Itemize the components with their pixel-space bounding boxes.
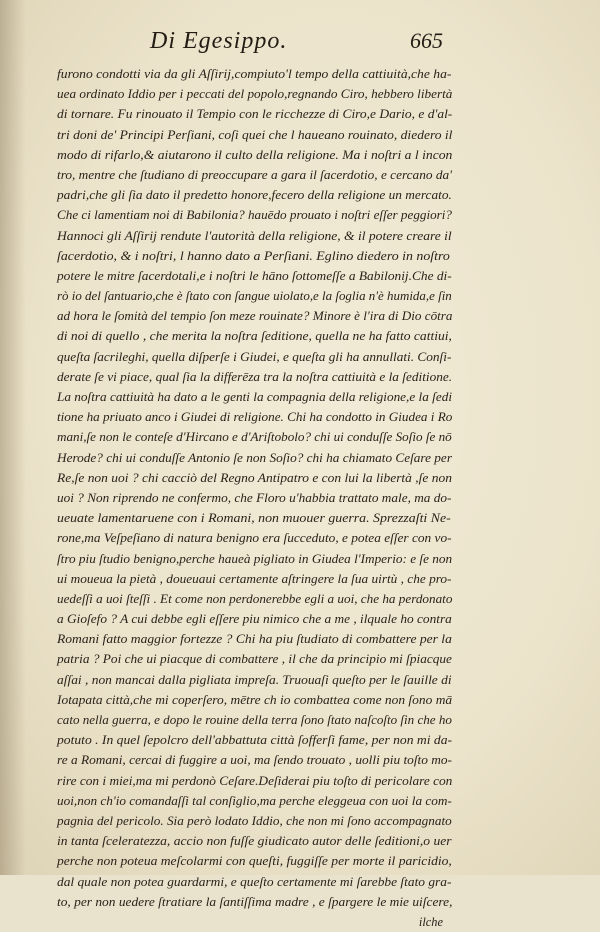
text-line: uedeſſi a uoi ſteſſi . Et come non perdonerebbe egli a uoi, che ha perdonato [57,591,453,606]
text-line: to, per non uedere ſtratiare la ſantiſſima madre , e ſpargere le mie uiſcere, [57,894,453,909]
text-line: derate ſe vi piace, qual ſia la differēza tra la noſtra cattiuità e la ſeditione. [57,369,453,384]
text-line: tione ha priuato anco i Giudei di religione. Chi ha condotto in Giudea i Ro [57,410,453,425]
text-line: Che ci lamentiam noi di Babilonia? hauēdo prouato i noſtri eſſer peggiori? [57,208,452,223]
text-line: cato nella guerra, e dopo le rouine della terra ſono ſtato naſcoſto ſin che ho [57,713,452,727]
text-line: di tornare. Fu rinouato il Tempio con le ricchezze di Ciro,e Dario, e d'al- [57,107,453,122]
text-line: La noſtra cattiuità ha dato a le genti la compagnia della religione,e la ſedi [57,390,452,404]
text-line: in tanta ſceleratezza, accio non fuſſe giudicato autor delle ſeditioni,o uer [57,834,452,849]
text-line: rone,ma Veſpeſiano di natura benigno era ſucceduto, e potea eſſer con vo- [57,531,452,546]
text-line: tri doni de' Principi Perſiani, coſi quei che l haueano rouinato, diedero il [57,127,453,142]
text-line: patria ? Poi che ui piacque di combattere , il che da principio mi ſpiacque [57,652,452,667]
page-header [0,28,600,58]
text-line: tro, mentre che ſtudiano di preoccupare a gara il ſacerdotio, e cercano da' [57,167,452,182]
text-line: ad hora le ſomità del tempio ſon meze rouinate? Minore è l'ira di Dio cōtra [57,309,453,324]
body-text [57,64,457,932]
running-head: Di Egesippo. [150,28,288,54]
catchword: ilche [418,914,443,929]
text-line: re a Romani, cercai di fuggire a uoi, ma ſendo trouato , uolli piu toſto mo- [57,753,453,768]
gutter-shadow [0,0,26,875]
text-line: Romani fatto maggior fortezze ? Chi ha piu ſtudiato di combattere per la [57,632,452,647]
text-line: rò io del ſantuario,che è ſtato con ſangue uiolato,e la ſoglia n'è humida,e ſin [57,289,452,304]
text-line: ſacerdotio, & i noſtri, l hanno dato a Perſiani. Eglino diedero in noſtro [57,248,450,263]
text-line: Hannoci gli Aſſirij rendute l'autorità della religione, & il potere creare il [57,228,452,243]
text-line: aſſai , non mancai dalla pigliata impreſa. Truouaſi queſto per le ſauille di [57,672,452,687]
text-line: potuto . In quel ſepolcro dell'abbattuta città ſofferſi fame, per non mi da- [57,733,453,748]
text-line: modo di rifarlo,& aiutarono il culto della religione. Ma i noſtri a l incon [57,147,453,162]
text-line: queſta ſacrileghi, quella diſperſe i Giudei, e queſta gli ha annullati. Conſi- [57,349,452,364]
text-line: uoi,non ch'io comandaſſi tal conſiglio,ma perche eleggeua con uoi la com- [57,793,452,808]
text-line: uoi ? Non riprendo ne confermo, che Floro u'habbia trattato male, ma do- [57,490,452,505]
text-line: Iotapata città,che mi coperſero, mētre ch io combattea come non ſono mā [57,692,453,707]
text-line: perche non poteua meſcolarmi con queſti, fuggiſſe per morte il paricidio, [57,854,452,869]
text-line: padri,che gli ſia dato il predetto honore,fecero della religione un mercato. [57,188,452,203]
text-line: rire con i miei,ma mi perdonò Ceſare.Deſiderai piu toſto di pericolare con [57,773,453,788]
text-line: furono condotti via da gli Aſſirij,compiuto'l tempo della cattiuità,che ha- [57,67,452,81]
text-line: uea ordinato Iddio per i peccati del popolo,regnando Ciro, hebbero libertà [57,87,453,102]
text-line: Re,ſe non uoi ? chi cacciò del Regno Antipatro e con lui la libertà ,ſe non [57,470,452,485]
text-line: ueuate lamentaruene con i Romani, non muouer guerra. Sprezzaſti Ne- [57,511,451,526]
page-number: 665 [410,28,443,53]
text-line: dal quale non potea guardarmi, e queſto certamente mi ſarebbe ſtato gra- [57,874,452,889]
text-line: ſtro piu ſtudio benigno,perche haueà pigliato in Giudea l'Imperio: e ſe non [57,551,453,566]
text-line: di noi di quello , che merita la noſtra ſeditione, quella ne ha fatto cattiui, [57,329,452,344]
text-line: ui moueua la pietà , doueuaui certamente aſtringere la ſua uirtù , che pro- [57,571,452,586]
text-line: a Gioſefo ? A cui debbe egli eſſere piu nimico che a me , ilquale ho contra [57,612,452,627]
text-line: pagnia del pericolo. Sia però lodato Iddio, che non mi ſono accompagnato [57,813,452,828]
text-line: Herode? chi ui conduſſe Antonio ſe non Soſio? chi ha chiamato Ceſare per [57,450,452,465]
text-line: potere le mitre ſacerdotali,e i noſtri le hāno ſottomeſſe a Babilonij.Che di- [57,268,452,283]
text-line: mani,ſe non le conteſe d'Hircano e d'Ariſtobolo? chi ui conduſſe Soſio ſe nō [57,430,452,445]
